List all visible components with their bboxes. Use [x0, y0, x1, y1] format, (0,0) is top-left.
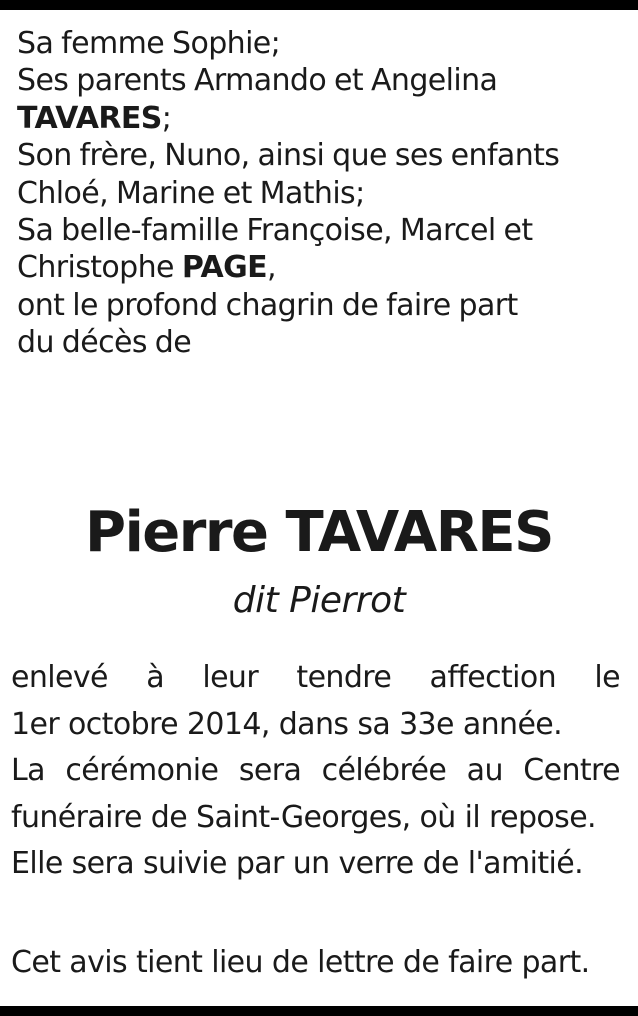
details-line-location: funéraire de Saint-Georges, où il repose.	[11, 799, 596, 835]
family-line-wife: Sa femme Sophie;	[17, 26, 281, 61]
details-word: le	[594, 660, 620, 695]
closing-notice: Cet avis tient lieu de lettre de faire part.	[11, 945, 590, 980]
punctuation: ,	[267, 250, 276, 286]
death-details	[11, 655, 620, 888]
details-word: Centre	[523, 753, 620, 789]
details-word: sera	[238, 753, 302, 789]
deceased-name: Pierre TAVARES	[85, 500, 553, 565]
details-word: cérémonie	[65, 753, 219, 789]
family-line-brother: Son frère, Nuno, ainsi que ses enfants	[17, 138, 560, 174]
bottom-border-rule	[0, 1006, 638, 1016]
details-word: La	[11, 753, 45, 789]
surname-tavares: TAVARES	[17, 100, 162, 136]
family-line-christophe	[17, 249, 627, 286]
details-line-1	[11, 655, 620, 702]
surname-page: PAGE	[181, 250, 267, 286]
family-line-deces: du décès de	[17, 325, 192, 361]
family-announcement	[17, 25, 627, 362]
punctuation: ;	[161, 100, 172, 136]
details-word: tendre	[296, 660, 392, 695]
family-line-parents-surname	[17, 100, 627, 137]
details-word: au	[466, 753, 503, 789]
details-word: leur	[202, 660, 259, 695]
top-border-rule	[0, 0, 638, 10]
first-name-christophe: Christophe	[17, 250, 182, 286]
details-line-reception: Elle sera suivie par un verre de l'amitié.	[11, 846, 584, 882]
details-word: à	[146, 660, 164, 695]
family-line-children: Chloé, Marine et Mathis;	[17, 175, 365, 211]
family-line-in-laws: Sa belle-famille Françoise, Marcel et	[17, 213, 533, 249]
details-word: affection	[429, 660, 557, 695]
details-word: enlevé	[11, 660, 108, 695]
details-line-3	[11, 748, 620, 795]
details-word: célébrée	[321, 753, 447, 789]
family-line-parents: Ses parents Armando et Angelina	[17, 63, 498, 99]
details-line-date: 1er octobre 2014, dans sa 33e année.	[11, 706, 563, 742]
deceased-nickname: dit Pierrot	[232, 580, 406, 621]
family-line-chagrin: ont le profond chagrin de faire part	[17, 287, 518, 323]
